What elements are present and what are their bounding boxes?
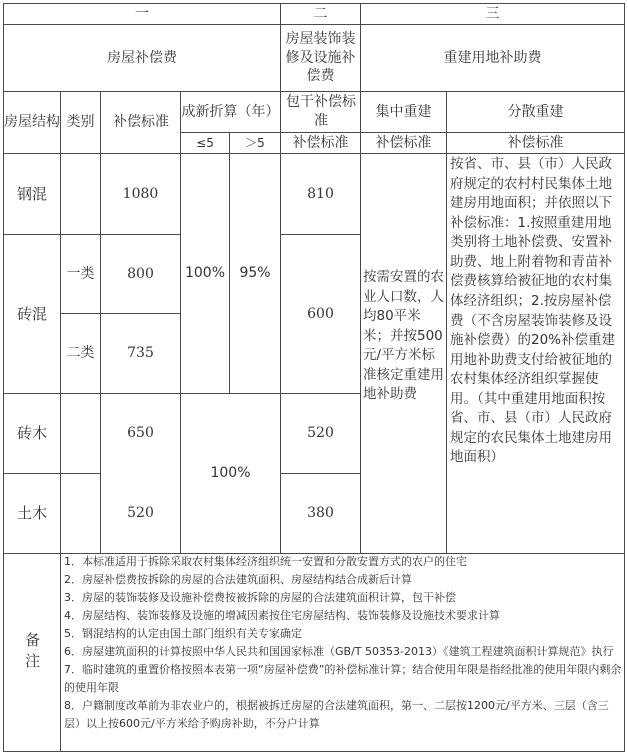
col-scatter-sub: 补偿标准 (507, 134, 564, 151)
note-item: 4．房屋结构、装饰装修及设施的增减因素按住宅房屋结构、装饰装修及设施技术要求计算 (64, 609, 500, 622)
row-earth-wood-structure: 土木 (16, 504, 47, 523)
row-brick-mix-1-standard: 800 (127, 265, 154, 282)
scatter-rebuild-text: 按省、市、县（市）人民政府规定的农村村民集体土地建房用地面积；并依照以下补偿标准：1.按照重建用地类别将土地补偿费、安置补助费、地上附着物和青苗补偿费核算给被征地的农村集体经济组织；2.按房屋补偿费（不含房屋装饰装修及设施补偿费）的20%补偿重建用地补助费支付给被征地的农村集体经济组织掌握使用。（其中重建用地面积按省、市、县（市）人民政府规定的农民集体土地建房用地面积） (450, 156, 616, 466)
col-lump: 包干补偿标准 (286, 94, 356, 129)
row-steel-standard: 1080 (122, 185, 159, 202)
row-brick-mix-2-standard: 735 (127, 345, 154, 362)
row-brick-mix-2-category: 二类 (66, 345, 95, 362)
col-standard: 补偿标准 (113, 114, 169, 131)
row-earth-wood-decor: 380 (307, 505, 334, 522)
col-scatter: 分散重建 (507, 103, 564, 120)
row-brick-mix-structure: 砖混 (16, 304, 47, 323)
note-item: 6．房屋建筑面积的计算按照中华人民共和国国家标准（GB/T 50353-2013）《建筑工程建筑面积计算规范》执行 (64, 645, 614, 658)
note-item: 3．房屋的装饰装修及设施补偿费按被拆除的房屋的合法建筑面积计算，包干补偿 (64, 591, 456, 604)
pct-gt5: 95% (239, 265, 271, 282)
notes-label: 备注 (23, 631, 42, 674)
row-earth-wood-standard: 520 (127, 505, 154, 522)
central-rebuild-text: 按需安置的农业人口数，人均80平米米；并按500元/平方米标准核定重建用地补助费 (363, 269, 444, 403)
row-brick-mix-decor: 600 (307, 305, 334, 322)
row-steel-decor: 810 (307, 185, 334, 202)
note-item: 5．钢混结构的认定由国土部门组织有关专家确定 (64, 627, 302, 640)
col-index-3: 三 (485, 5, 500, 22)
col-index-1: 一 (135, 5, 149, 22)
note-item: 7．临时建筑的重置价格按照本表第一项“房屋补偿费”的补偿标准计算；结合使用年限是指经批准的使用年限内剩余的使用年限 (64, 663, 622, 694)
row-brick-wood-structure: 砖木 (16, 424, 47, 443)
col-index-2: 二 (313, 5, 328, 22)
row-brick-wood-standard: 650 (127, 425, 154, 442)
col-central: 集中重建 (375, 103, 432, 120)
col-discount: 成新折算（年） (181, 103, 280, 120)
row-brick-wood-decor: 520 (307, 425, 334, 442)
header-rebuild: 重建用地补助费 (443, 49, 542, 66)
col-central-sub: 补偿标准 (375, 134, 432, 151)
pct-lower: 100% (210, 465, 251, 482)
header-decoration: 房屋装饰装修及设施补偿费 (285, 30, 356, 85)
row-brick-mix-1-category: 一类 (66, 265, 95, 282)
header-house-comp: 房屋补偿费 (107, 49, 177, 66)
col-category: 类别 (66, 114, 95, 131)
notes-list (64, 553, 624, 733)
row-steel-structure: 钢混 (16, 184, 47, 203)
pct-le5: 100% (184, 265, 226, 282)
col-structure: 房屋结构 (4, 114, 60, 131)
note-item: 2．房屋补偿费按拆除的房屋的合法建筑面积、房屋结构结合成新后计算 (64, 573, 412, 586)
note-item: 1．本标准适用于拆除采取农村集体经济组织统一安置和分散安置方式的农户的住宅 (64, 555, 467, 568)
col-lump-sub: 补偿标准 (292, 134, 349, 151)
col-le5: ≤5 (196, 135, 214, 150)
note-item: 8．户籍制度改革前为非农业户的，根据被拆迁房屋的合法建筑面积，第一、二层按1200元/平方米、三层（含三层）以上按600元/平方米给予购房补助，不分户计算 (64, 699, 609, 730)
col-gt5: ＞5 (245, 135, 265, 150)
